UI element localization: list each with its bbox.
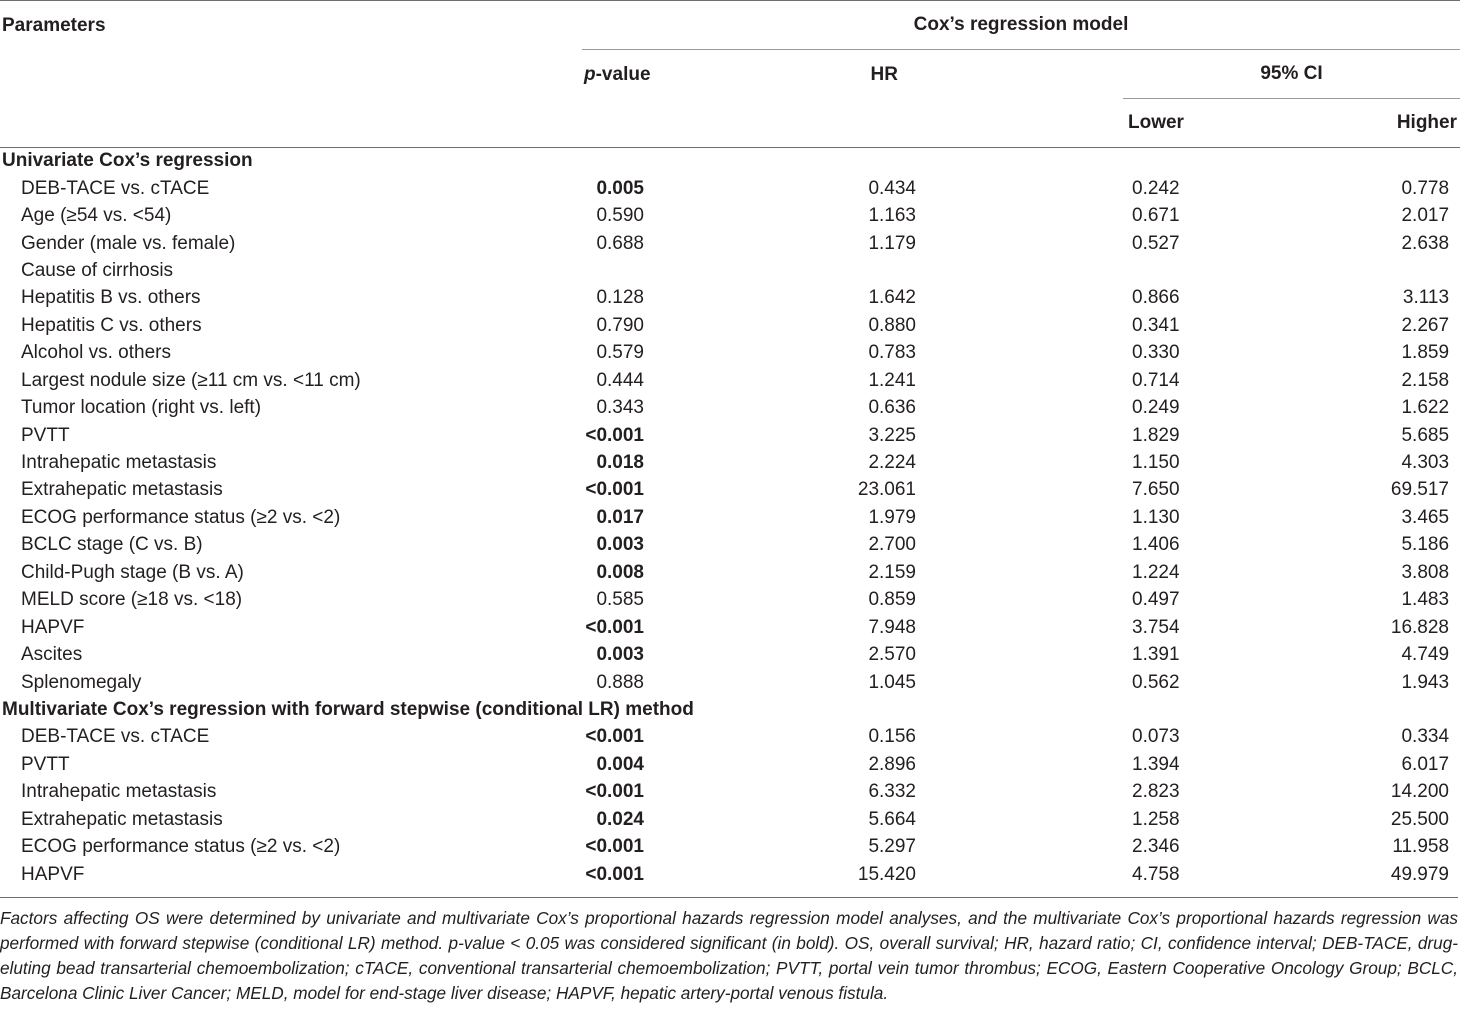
table-row <box>0 367 1460 394</box>
table-row <box>0 422 1460 449</box>
pvalue-cell: <0.001 <box>585 424 644 446</box>
pvalue-cell: 0.585 <box>596 589 644 611</box>
param-cell: Gender (male vs. female) <box>21 232 236 254</box>
ci-higher-cell: 25.500 <box>1390 808 1450 830</box>
pvalue-cell: <0.001 <box>585 616 644 638</box>
ci-higher-cell: 2.017 <box>1401 205 1450 227</box>
table-row <box>0 394 1460 421</box>
table-body <box>0 148 1460 889</box>
header-cox-model: Cox’s regression model <box>582 1 1460 50</box>
ci-higher-cell: 0.778 <box>1401 177 1450 199</box>
ci-lower-cell: 0.497 <box>1132 589 1180 611</box>
ci-lower-cell: 7.650 <box>1132 479 1180 501</box>
ci-lower-cell: 0.242 <box>1132 177 1180 199</box>
param-cell: DEB-TACE vs. cTACE <box>21 726 210 748</box>
ci-higher-cell: 6.017 <box>1401 753 1450 775</box>
pvalue-cell <box>582 257 688 284</box>
header-95ci: 95% CI <box>1123 50 1460 99</box>
table-row <box>0 861 1460 888</box>
ci-lower-cell: 1.394 <box>1132 753 1180 775</box>
param-cell: PVTT <box>21 753 70 775</box>
hr-cell: 7.948 <box>868 616 916 638</box>
param-cell: Ascites <box>21 644 83 666</box>
pvalue-cell: <0.001 <box>585 726 644 748</box>
pvalue-cell: 0.004 <box>596 753 644 775</box>
ci-higher-cell: 5.685 <box>1401 424 1450 446</box>
hr-cell: 1.179 <box>868 232 916 254</box>
hr-cell: 1.642 <box>868 287 916 309</box>
pvalue-cell: <0.001 <box>585 781 644 803</box>
pvalue-cell: 0.017 <box>596 506 644 528</box>
ci-lower-cell: 2.346 <box>1132 836 1180 858</box>
pvalue-cell: 0.888 <box>596 671 644 693</box>
hr-cell: 5.664 <box>868 808 916 830</box>
ci-higher-cell: 1.622 <box>1401 397 1450 419</box>
ci-higher-cell: 49.979 <box>1390 863 1450 885</box>
ci-lower-cell: 0.249 <box>1132 397 1180 419</box>
table-row <box>0 312 1460 339</box>
param-cell: Extrahepatic metastasis <box>21 808 223 830</box>
hr-cell: 0.636 <box>868 397 916 419</box>
section-label: Multivariate Cox’s regression with forward stepwise (conditional LR) method <box>2 698 694 720</box>
ci-lower-cell: 1.258 <box>1132 808 1180 830</box>
ci-higher-cell: 1.943 <box>1401 671 1450 693</box>
table-row <box>0 724 1460 751</box>
table-footnote: Factors affecting OS were determined by univariate and multivariate Cox’s proportional hazards regression model analyses, and the multivariate Cox’s proportional hazards regression was performed with forward stepwise (conditional LR) method. p-value < 0.05 was considered significant (in bold). OS, overall survival; HR, hazard ratio; CI, confidence interval; DEB-TACE, drug-eluting bead transarterial chemoembolization; cTACE, conventional transarterial chemoembolization; PVTT, portal vein tumor thrombus; ECOG, Eastern Cooperative Oncology Group; BCLC, Barcelona Clinic Liver Cancer; MELD, model for end-stage liver disease; HAPVF, hepatic artery-portal venous fistula. <box>0 897 1458 1006</box>
table-row <box>0 449 1460 476</box>
ci-lower-cell: 1.406 <box>1132 534 1180 556</box>
table-row <box>0 587 1460 614</box>
ci-lower-cell: 0.527 <box>1132 232 1180 254</box>
ci-higher-cell: 1.483 <box>1401 589 1450 611</box>
hr-cell: 1.045 <box>868 671 916 693</box>
header-higher: Higher <box>1396 112 1458 133</box>
param-cell: Age (≥54 vs. <54) <box>21 205 172 227</box>
ci-higher-cell: 0.334 <box>1401 726 1450 748</box>
pvalue-cell: <0.001 <box>585 863 644 885</box>
header-parameters: Parameters <box>0 1 582 148</box>
table-row <box>0 285 1460 312</box>
header-hr: HR <box>870 64 898 85</box>
ci-higher-cell: 5.186 <box>1401 534 1450 556</box>
hr-cell: 1.241 <box>868 369 916 391</box>
pvalue-cell: 0.003 <box>596 534 644 556</box>
param-cell: BCLC stage (C vs. B) <box>21 534 203 556</box>
hr-cell: 2.224 <box>868 452 916 474</box>
ci-lower-cell: 4.758 <box>1132 863 1180 885</box>
param-cell: MELD score (≥18 vs. <18) <box>21 589 243 611</box>
table-row <box>0 751 1460 778</box>
table-row <box>0 779 1460 806</box>
param-cell: Hepatitis B vs. others <box>21 287 201 309</box>
table-row <box>0 230 1460 257</box>
param-cell: Alcohol vs. others <box>21 342 171 364</box>
pvalue-cell: 0.444 <box>596 369 644 391</box>
param-cell: HAPVF <box>21 616 85 638</box>
ci-higher-cell: 16.828 <box>1390 616 1450 638</box>
ci-lower-cell: 0.341 <box>1132 314 1180 336</box>
section-row <box>0 696 1460 723</box>
ci-higher-cell: 4.749 <box>1401 644 1450 666</box>
ci-higher-cell: 2.267 <box>1401 314 1450 336</box>
hr-cell: 5.297 <box>868 836 916 858</box>
ci-higher-cell: 3.113 <box>1402 287 1450 309</box>
table-row <box>0 833 1460 860</box>
hr-cell: 2.159 <box>868 561 916 583</box>
table-row <box>0 669 1460 696</box>
table-row <box>0 559 1460 586</box>
ci-higher-cell: 3.465 <box>1401 506 1450 528</box>
ci-higher-cell: 2.638 <box>1401 232 1450 254</box>
ci-lower-cell: 1.391 <box>1132 644 1180 666</box>
param-cell: Intrahepatic metastasis <box>21 452 217 474</box>
ci-lower-cell: 1.130 <box>1132 506 1180 528</box>
hr-cell: 23.061 <box>857 479 916 501</box>
ci-higher-cell <box>1221 257 1460 284</box>
ci-lower-cell: 1.150 <box>1132 452 1180 474</box>
pvalue-cell: 0.128 <box>596 287 644 309</box>
param-cell: Tumor location (right vs. left) <box>21 397 262 419</box>
ci-higher-cell: 1.859 <box>1401 342 1450 364</box>
param-cell: ECOG performance status (≥2 vs. <2) <box>21 836 341 858</box>
param-cell: ECOG performance status (≥2 vs. <2) <box>21 506 341 528</box>
table-row <box>0 641 1460 668</box>
ci-lower-cell: 0.671 <box>1132 205 1180 227</box>
hr-cell: 2.896 <box>868 753 916 775</box>
hr-cell <box>688 257 1123 284</box>
header-pvalue-italic: p <box>584 64 596 85</box>
table-row <box>0 532 1460 559</box>
table-row <box>0 175 1460 202</box>
table-header <box>0 1 1460 148</box>
param-cell: Cause of cirrhosis <box>21 259 174 281</box>
pvalue-cell: 0.343 <box>596 397 644 419</box>
ci-higher-cell: 11.958 <box>1392 836 1450 858</box>
hr-cell: 1.163 <box>868 205 916 227</box>
pvalue-cell: 0.005 <box>596 177 644 199</box>
hr-cell: 0.434 <box>868 177 916 199</box>
hr-cell: 1.979 <box>868 506 916 528</box>
param-cell: Hepatitis C vs. others <box>21 314 202 336</box>
param-cell: HAPVF <box>21 863 85 885</box>
pvalue-cell: 0.018 <box>596 452 644 474</box>
ci-higher-cell: 4.303 <box>1401 452 1450 474</box>
ci-lower-cell: 2.823 <box>1132 781 1180 803</box>
pvalue-cell: 0.008 <box>596 561 644 583</box>
ci-lower-cell: 0.866 <box>1132 287 1180 309</box>
pvalue-cell: <0.001 <box>585 479 644 501</box>
pvalue-cell: 0.688 <box>596 232 644 254</box>
table-row <box>0 504 1460 531</box>
table-row <box>0 340 1460 367</box>
param-cell: Intrahepatic metastasis <box>21 781 217 803</box>
param-cell: Child-Pugh stage (B vs. A) <box>21 561 244 583</box>
table-row <box>0 257 1460 284</box>
ci-lower-cell: 0.330 <box>1132 342 1180 364</box>
hr-cell: 2.700 <box>868 534 916 556</box>
ci-lower-cell <box>1123 257 1221 284</box>
pvalue-cell: 0.024 <box>596 808 644 830</box>
pvalue-cell: 0.579 <box>596 342 644 364</box>
hr-cell: 0.783 <box>868 342 916 364</box>
hr-cell: 0.880 <box>868 314 916 336</box>
section-label: Univariate Cox’s regression <box>2 150 253 172</box>
hr-cell: 0.156 <box>868 726 916 748</box>
ci-higher-cell: 14.200 <box>1390 781 1450 803</box>
pvalue-cell: 0.790 <box>596 314 644 336</box>
ci-lower-cell: 3.754 <box>1132 616 1180 638</box>
param-cell: Splenomegaly <box>21 671 142 693</box>
header-lower: Lower <box>1128 112 1184 133</box>
header-pvalue-rest: -value <box>595 64 651 85</box>
ci-lower-cell: 1.224 <box>1132 561 1180 583</box>
hr-cell: 2.570 <box>868 644 916 666</box>
table-row <box>0 806 1460 833</box>
ci-lower-cell: 0.073 <box>1132 726 1180 748</box>
table-row <box>0 614 1460 641</box>
hr-cell: 0.859 <box>868 589 916 611</box>
param-cell: PVTT <box>21 424 70 446</box>
param-cell: Extrahepatic metastasis <box>21 479 223 501</box>
header-pvalue <box>582 50 688 148</box>
section-row <box>0 148 1460 175</box>
hr-cell: 6.332 <box>868 781 916 803</box>
table-row <box>0 202 1460 229</box>
ci-lower-cell: 1.829 <box>1132 424 1180 446</box>
pvalue-cell: <0.001 <box>585 836 644 858</box>
table-row <box>0 477 1460 504</box>
ci-lower-cell: 0.714 <box>1132 369 1180 391</box>
hr-cell: 15.420 <box>857 863 916 885</box>
hr-cell: 3.225 <box>868 424 916 446</box>
ci-higher-cell: 3.808 <box>1401 561 1450 583</box>
pvalue-cell: 0.003 <box>596 644 644 666</box>
ci-higher-cell: 69.517 <box>1390 479 1450 501</box>
ci-higher-cell: 2.158 <box>1401 369 1450 391</box>
pvalue-cell: 0.590 <box>596 205 644 227</box>
param-cell: Largest nodule size (≥11 cm vs. <11 cm) <box>21 369 361 391</box>
param-cell: DEB-TACE vs. cTACE <box>21 177 210 199</box>
ci-lower-cell: 0.562 <box>1132 671 1180 693</box>
